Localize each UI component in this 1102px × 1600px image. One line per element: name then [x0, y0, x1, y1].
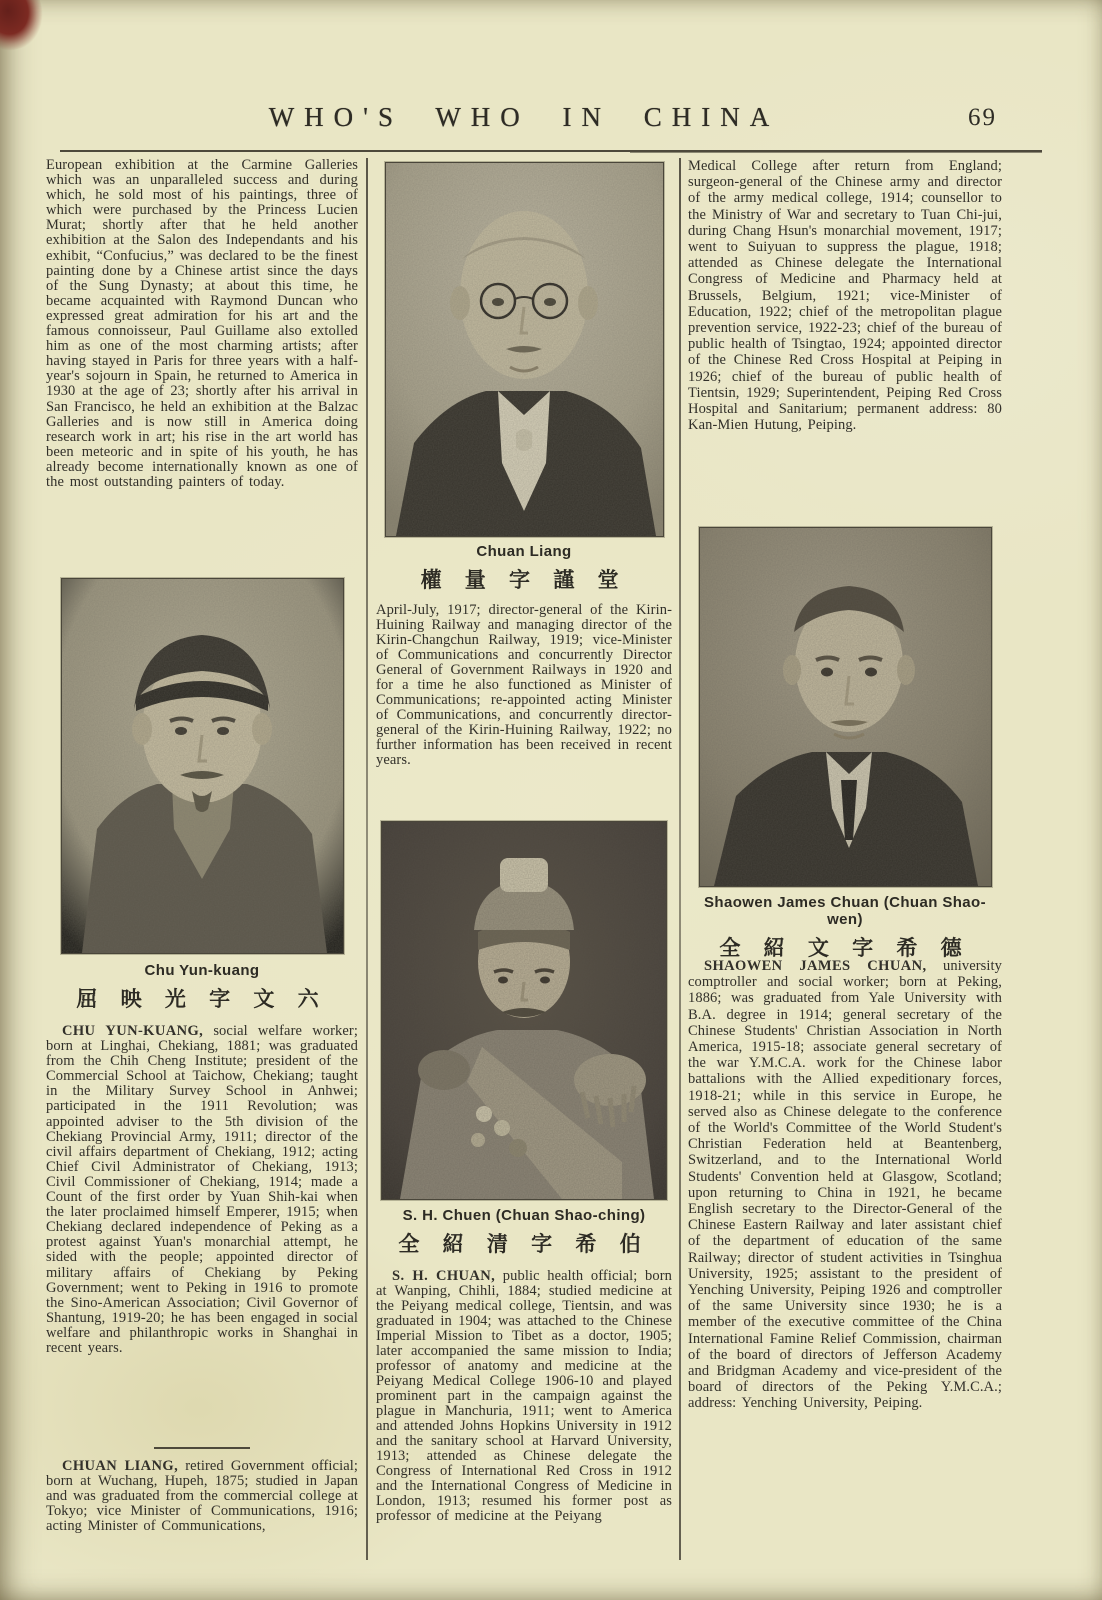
caption-chinese: 全 紹 清 字 希 伯	[398, 1232, 650, 1256]
caption-sh-chuan	[376, 1200, 672, 1269]
caption-chinese: 全 紹 文 字 希 德	[719, 936, 971, 960]
corner-stain-mark	[0, 0, 50, 53]
page-title: WHO'S WHO IN CHINA	[268, 102, 780, 132]
photo-chu-yun-kuang	[61, 578, 344, 954]
caption-shaowen-james-chuan	[688, 887, 1002, 958]
page-number: 69	[968, 104, 997, 131]
entry-divider	[154, 1447, 250, 1449]
bio-lead-name: CHU YUN-KUANG,	[62, 1023, 204, 1039]
caption-chuan-liang	[376, 537, 672, 603]
bio-sh-chuan	[376, 1269, 672, 1524]
paragraph-medical-college-continued: Medical College after return from England; surgeon-general of the Chinese army and director of the army medical college, 1914; counsellor to the Ministry of War and secretary to Tuan Chi-jui, during Chang Hsun's monarchial movement, 1917; went to Suiyuan to suppress the plague, 1918; attended as Chinese delegate the International Congress of Medicine and Pharmacy held at Brussels, Belgium, 1921; vice-Minister of Education, 1922; chief of the metropolitan plague prevention service, 1922-23; chief of the bureau of public health of Tsingtao, 1924; appointed director of the Chinese Red Cross Hospital at Peiping in 1926; chief of the bureau of public health of Tientsin, 1929; Superintendent, Peiping Red Cross Hospital and Sanitarium; permanent address: 80 Kan-Mien Hutung, Peiping.	[688, 158, 1002, 434]
bio-lead-name: CHUAN LIANG,	[62, 1458, 179, 1474]
bio-body: university comptroller and social worker; born at Peking, 1886; was graduated from Yale University with B.A. degree in 1914; general secretary of the Chinese Students' Christian Association in North America, 1915-18; associate general secretary of the war Y.M.C.A. work for the Chinese labor battalions with the Allied expeditionary forces, 1918-21; while in this service in Europe, he served also as Chinese delegate to the conference of the World's Committee of the World Student's Christian Federation held at Beantenberg, Switzerland, and to the International World Students' Convention held at Glasgow, Scotland; upon returning to China in 1921, he became English secretary to the Director-General of the Chinese Eastern Railway and later assistant chief of the department of education of the same Railway; director of student activities in Tsinghua University, 1925; assistant to the president of Yenching University, Peiping 1926 and comptroller of the same University since 1930; he is a member of the executive committee of the China International Famine Relief Commission, chairman of the board of directors of Jefferson Academy and Bridgman Academy and vice-president of the board of directors of the Peking Y.M.C.A.; address: Yenching University, Peiping.	[688, 958, 1003, 1412]
photo-sh-chuan	[381, 821, 667, 1200]
caption-chinese: 權 量 字 謹 堂	[420, 568, 628, 592]
caption-chu-yun-kuang	[46, 954, 358, 1024]
bio-body: social welfare worker; born at Linghai, Chekiang, 1881; was graduated from the Chih Cheng Institute; president of the Commercial School at Taichow, Chekiang; taught in the Military Survey School in Anhwei; participated in the 1911 Revolution; was appointed adviser to the 5th division of the Chekiang Provincial Army, 1911; director of the civil affairs department of Chekiang, 1912; acting Chief Civil Administrator of Chekiang, 1913; Civil Commissioner of Chekiang, 1914; made a Count of the first order by Yuan Shih-kai when the later proclaimed himself Emperer, 1915; when Chekiang declared independence of Peking as a protest against Yuan's monarchial attempt, he sided with the people; appointed director of military affairs of Chekiang by Peking Government; went to Peking in 1916 to promote the Sino-American Association; Civil Governor of Shantung, 1919-20; he has been engaged in social welfare and philanthropic works in Shanghai in recent years.	[46, 1023, 358, 1356]
paragraph-european-exhibition: European exhibition at the Carmine Galleries which was an unparalleled success and during which, he sold most of his paintings, three of which were purchased by the Princess Lucien Murat; shortly after that he held another exhibition at the Salon des Independants and his exhibit, “Confucius,” was declared to be the finest painting done by a Chinese artist since the days of the Sung Dynasty; at about this time, he became acquainted with Raymond Duncan who expressed great admiration for his art and the famous connoisseur, Paul Guillame also extolled him as one of the most charming artists; after having stayed in Paris for three years with a half-year's sojourn in Spain, he returned to America in 1930 at the age of 23; shortly after his arrival in San Francisco, he held an exhibition at the Balzac Galleries and is now still in America doing research work in art; his rise in the art world has been meteoric and in spite of his youth, he has already become internationally known as one of the most outstanding painters of today.	[46, 157, 358, 490]
caption-chinese: 屈 映 光 字 文 六	[76, 987, 328, 1011]
photo-shaowen-james-chuan	[699, 527, 992, 887]
column-divider-right	[679, 158, 681, 1560]
bio-shaowen-james-chuan	[688, 958, 1002, 1412]
middle-column	[376, 158, 672, 1524]
bio-chuan-liang	[46, 1459, 358, 1534]
right-column	[688, 158, 1002, 1412]
bio-lead-name: SHAOWEN JAMES CHUAN,	[704, 958, 927, 974]
left-column	[46, 158, 358, 1534]
header-rule	[60, 150, 1042, 152]
caption-name: Chu Yun-kuang	[144, 962, 260, 979]
caption-name: Shaowen James Chuan (Chuan Shao-wen)	[703, 894, 986, 928]
paragraph-chuan-liang-continued: April-July, 1917; director-general of the Kirin-Huining Railway and managing director of the Kirin-Changchun Railway, 1919; vice-Minister of Communications and concurrently Director General of Government Railways in 1920 and for a time he also functioned as Minister of Communications; re-appointed acting Minister of Communications, and concurrently director-general of the Kirin-Huining Railway, 1922; no further information has been received in recent years.	[376, 602, 672, 768]
bio-chu-yun-kuang	[46, 1024, 358, 1436]
photo-chuan-liang	[385, 162, 664, 537]
caption-name: S. H. Chuen (Chuan Shao-ching)	[402, 1207, 646, 1224]
bio-lead-name: S. H. CHUAN,	[392, 1268, 496, 1284]
column-divider-left	[366, 158, 368, 1560]
bio-body: public health official; born at Wanping, Chihli, 1884; studied medicine at the Peiyang medical college, Tientsin, and was graduated in 1904; was attached to the Chinese Imperial Mission to Tibet as a doctor, 1905; later accompanied the same mission to India; professor of anatomy and medicine at the Peiyang Medical College 1906-10 and played prominent part in the campaign against the plague in Manchuria, 1911; went to America and attended Johns Hopkins University in 1912 and the sanitary school at Harvard University, 1913; attended as Chinese delegate the Congress of International Red Cross in 1912 and the International Congress of Medicine in London, 1913; resumed his former post as professor of medicine at the Peiyang	[376, 1268, 673, 1524]
bio-body: retired Government official; born at Wuchang, Hupeh, 1875; studied in Japan and was graduated from the commercial college at Tokyo; vice Minister of Communications, 1916; acting Minister of Communications,	[46, 1458, 358, 1535]
caption-name: Chuan Liang	[476, 543, 572, 560]
